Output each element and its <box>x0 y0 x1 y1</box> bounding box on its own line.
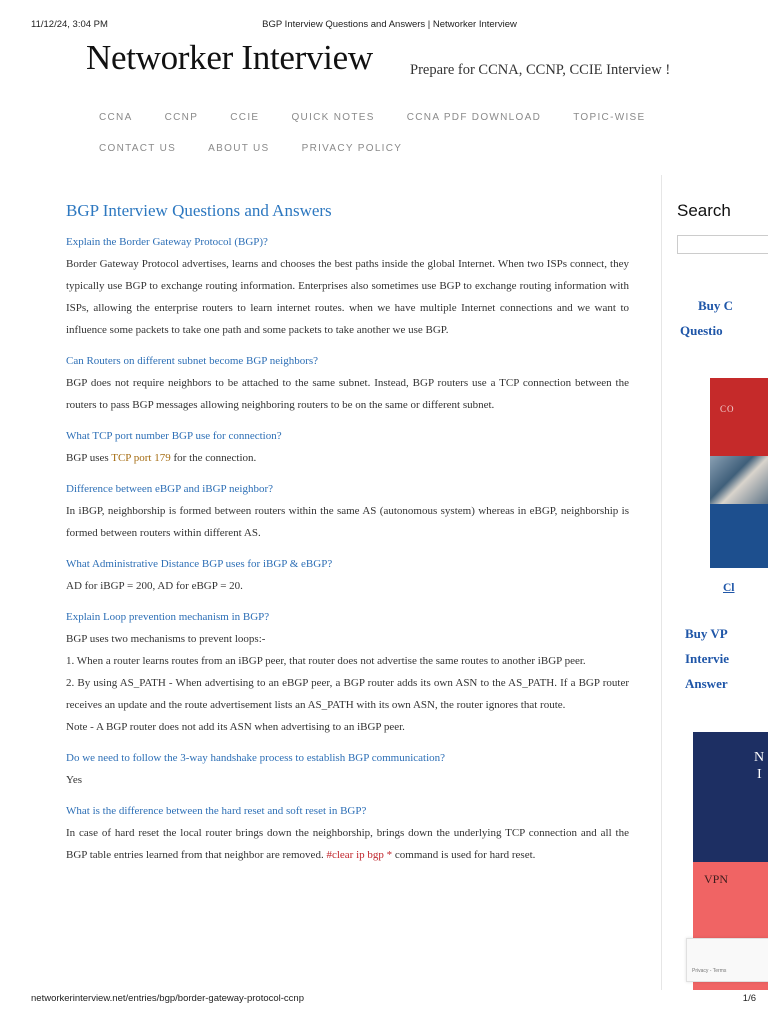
question: Explain Loop prevention mechanism in BGP? <box>66 611 270 623</box>
buy-book-link-line-1[interactable]: Buy C <box>698 298 734 313</box>
print-page-title: BGP Interview Questions and Answers | Networker Interview <box>262 19 517 30</box>
answer-note: Note - A BGP router does not add its ASN when advertising to an iBGP peer. <box>66 721 405 733</box>
qa-item <box>66 800 629 866</box>
nav-item-contact-us[interactable]: CONTACT US <box>99 143 177 154</box>
sidebar <box>661 175 768 990</box>
nav-row-1 <box>99 112 659 143</box>
question: What TCP port number BGP use for connection? <box>66 430 282 442</box>
buy-book-link-line-2[interactable]: Questio <box>680 323 723 338</box>
print-url: networkerinterview.net/entries/bgp/border-gateway-protocol-ccnp <box>31 993 304 1004</box>
nav-item-quick-notes[interactable]: QUICK NOTES <box>291 112 375 123</box>
search-input[interactable] <box>677 235 768 254</box>
recaptcha-terms[interactable]: Privacy - Terms <box>692 968 727 974</box>
book-link[interactable]: Cl <box>723 582 735 594</box>
qa-item <box>66 606 629 738</box>
nav-item-topic-wise[interactable]: TOPIC-WISE <box>573 112 646 123</box>
print-page-number: 1/6 <box>742 993 756 1004</box>
book-cover-text: N <box>754 750 765 765</box>
nav-item-privacy-policy[interactable]: PRIVACY POLICY <box>301 143 403 154</box>
nav-item-ccie[interactable]: CCIE <box>230 112 260 123</box>
book-cover-bottom <box>710 504 768 568</box>
book-cover-top <box>693 732 768 862</box>
recaptcha-badge[interactable] <box>686 938 768 982</box>
command-highlight: #clear ip bgp * <box>326 849 393 861</box>
answer-point-2: 2. By using AS_PATH - When advertising to an eBGP peer, a BGP router adds its own ASN to the AS_PATH. If a BGP router receives an update and the route advertisement lists an AS_PATH with its own ASN, the router ignores that route. <box>66 677 629 711</box>
qa-item <box>66 350 629 416</box>
answer <box>66 447 629 469</box>
question: What Administrative Distance BGP uses for iBGP & eBGP? <box>66 558 333 570</box>
buy-vpn-book-link-line-2[interactable]: Intervie <box>685 651 730 666</box>
article <box>66 201 629 875</box>
answer-text: for the connection. <box>170 452 257 464</box>
answer: In iBGP, neighborship is formed between routers within the same AS (autonomous system) whereas in eBGP, neighborship is formed between routers within different AS. <box>66 505 629 539</box>
answer: Border Gateway Protocol advertises, learns and chooses the best paths inside the global Internet. When two ISPs connect, they typically use BGP to exchange routing information. Enterprises also sometimes use BGP to exchange routing information with ISPs, allowing the enterprise routers to learn internet routes. when we have multiple Internet connections and we want to influence some packets to take one path and some packets to take another we use BGP. <box>66 258 629 336</box>
question: Can Routers on different subnet become BGP neighbors? <box>66 355 319 367</box>
buy-vpn-book-link-line-3[interactable]: Answer <box>685 676 728 691</box>
nav-row-2 <box>99 143 659 174</box>
answer-point-1: 1. When a router learns routes from an iBGP peer, that router does not advertise the same routes to another iBGP peer. <box>66 655 586 667</box>
answer-text: In case of hard reset the local router brings down the neighborship, brings down the underlying TCP connection and all the BGP table entries learned from that neighbor are removed. <box>66 827 629 861</box>
answer <box>66 822 629 866</box>
question: Difference between eBGP and iBGP neighbor? <box>66 483 274 495</box>
page-title: BGP Interview Questions and Answers <box>66 201 332 220</box>
print-date: 11/12/24, 3:04 PM <box>31 19 108 30</box>
print-footer <box>31 993 756 1007</box>
question: What is the difference between the hard reset and soft reset in BGP? <box>66 805 367 817</box>
answer-intro: BGP uses two mechanisms to prevent loops:- <box>66 633 266 645</box>
answer: Yes <box>66 774 83 786</box>
site-tagline: Prepare for CCNA, CCNP, CCIE Interview ! <box>410 62 671 78</box>
book-cover-text: I <box>757 767 762 782</box>
site-title[interactable]: Networker Interview <box>86 38 373 77</box>
qa-item <box>66 231 629 341</box>
qa-item <box>66 553 629 597</box>
question: Do we need to follow the 3-way handshake process to establish BGP communication? <box>66 752 446 764</box>
answer-text: command is used for hard reset. <box>392 849 536 861</box>
book-cover-image[interactable] <box>710 378 768 568</box>
answer: AD for iBGP = 200, AD for eBGP = 20. <box>66 580 243 592</box>
qa-item <box>66 478 629 544</box>
qa-item <box>66 747 629 791</box>
nav-item-ccna[interactable]: CCNA <box>99 112 133 123</box>
qa-item <box>66 425 629 469</box>
answer-text: BGP uses <box>66 452 112 464</box>
answer: BGP does not require neighbors to be attached to the same subnet. Instead, BGP routers use a TCP connection between the routers to pass BGP messages allowing neighboring routers to be on the same or different subnet. <box>66 377 629 411</box>
main-nav <box>99 112 659 174</box>
buy-vpn-book-link-line-1[interactable]: Buy VP <box>685 626 728 641</box>
sidebar-divider <box>661 175 662 990</box>
print-header <box>31 19 748 33</box>
nav-item-ccna-pdf-download[interactable]: CCNA PDF DOWNLOAD <box>406 112 542 123</box>
nav-item-about-us[interactable]: ABOUT US <box>208 143 270 154</box>
book-cover-text: VPN <box>704 872 729 886</box>
nav-item-ccnp[interactable]: CCNP <box>164 112 199 123</box>
question: Explain the Border Gateway Protocol (BGP)? <box>66 236 268 248</box>
tcp-port-highlight: TCP port 179 <box>111 452 171 464</box>
book-cover-top <box>710 378 768 456</box>
book-cover-photo <box>710 456 768 504</box>
search-heading: Search <box>677 201 731 220</box>
book-cover-text: CO <box>720 404 735 414</box>
